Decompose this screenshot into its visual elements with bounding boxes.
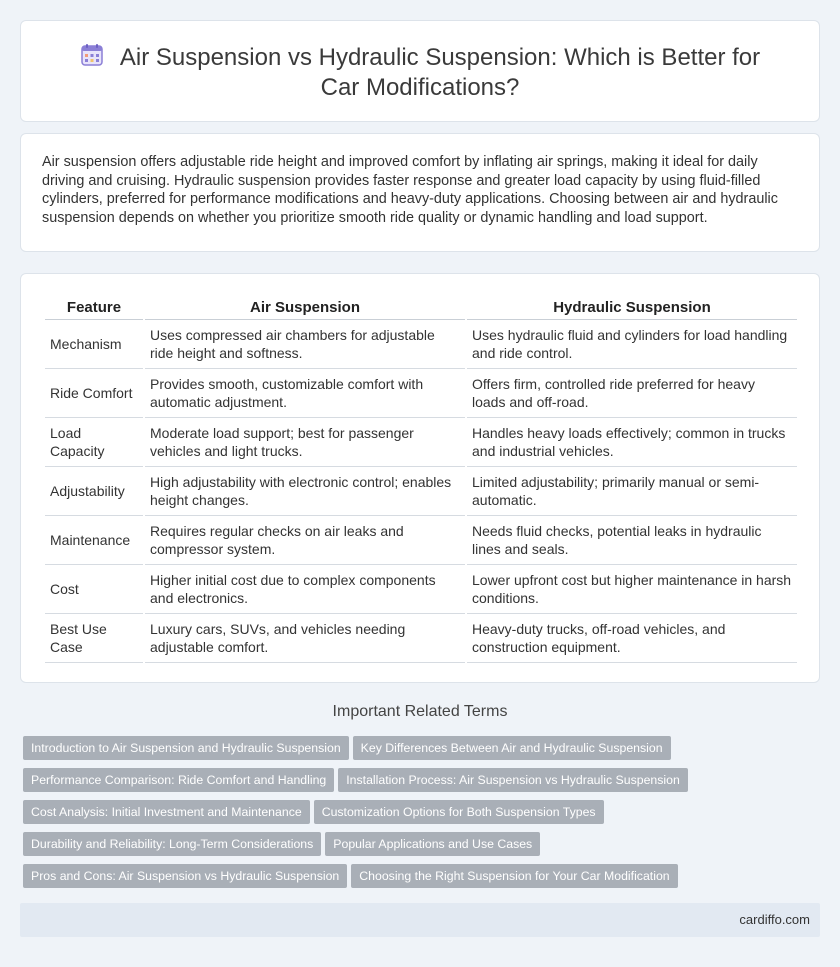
related-term-tag[interactable]: Choosing the Right Suspension for Your Car Modification	[351, 864, 677, 888]
tag-row	[23, 832, 803, 864]
comparison-table	[43, 296, 799, 663]
table-row	[45, 467, 797, 516]
table-row	[45, 516, 797, 565]
table-row	[45, 418, 797, 467]
footer-bar	[20, 903, 820, 937]
hydraulic-cell: Handles heavy loads effectively; common in trucks and industrial vehicles.	[467, 418, 797, 467]
title-card	[20, 20, 820, 122]
feature-cell: Ride Comfort	[45, 369, 143, 418]
feature-cell: Best Use Case	[45, 614, 143, 663]
related-term-tag[interactable]: Introduction to Air Suspension and Hydraulic Suspension	[23, 736, 349, 760]
related-term-tag[interactable]: Customization Options for Both Suspension Types	[314, 800, 604, 824]
table-row	[45, 320, 797, 369]
table-header-row	[45, 296, 797, 320]
hydraulic-cell: Offers firm, controlled ride preferred for heavy loads and off-road.	[467, 369, 797, 418]
related-term-tag[interactable]: Popular Applications and Use Cases	[325, 832, 540, 856]
page-title: Air Suspension vs Hydraulic Suspension: Which is Better for Car Modifications?	[119, 44, 761, 101]
feature-cell: Cost	[45, 565, 143, 614]
calendar-grid-icon	[80, 43, 104, 67]
tag-row	[23, 864, 803, 896]
feature-cell: Load Capacity	[45, 418, 143, 467]
feature-cell: Mechanism	[45, 320, 143, 369]
title-wrap	[61, 43, 779, 103]
table-row	[45, 369, 797, 418]
summary-text: Air suspension offers adjustable ride height and improved comfort by inflating air springs, making it ideal for daily driving and cruising. Hydraulic suspension provides faster response and greater load capacity by using fluid-filled cylinders, preferred for performance modifications and heavy-duty applications. Choosing between air and hydraulic suspension depends on whether you prioritize smooth ride quality or dynamic handling and load support.	[42, 154, 778, 226]
feature-cell: Maintenance	[45, 516, 143, 565]
air-cell: Uses compressed air chambers for adjustable ride height and softness.	[145, 320, 465, 369]
related-term-tag[interactable]: Cost Analysis: Initial Investment and Maintenance	[23, 800, 310, 824]
hydraulic-cell: Limited adjustability; primarily manual or semi-automatic.	[467, 467, 797, 516]
summary-card	[20, 133, 820, 252]
hydraulic-cell: Lower upfront cost but higher maintenance in harsh conditions.	[467, 565, 797, 614]
related-term-tag[interactable]: Installation Process: Air Suspension vs Hydraulic Suspension	[338, 768, 688, 792]
air-cell: Requires regular checks on air leaks and compressor system.	[145, 516, 465, 565]
hydraulic-cell: Needs fluid checks, potential leaks in hydraulic lines and seals.	[467, 516, 797, 565]
tag-row	[23, 800, 803, 832]
related-terms-tags	[23, 736, 803, 896]
air-cell: Moderate load support; best for passenger vehicles and light trucks.	[145, 418, 465, 467]
table-row	[45, 565, 797, 614]
tag-row	[23, 736, 803, 768]
tag-row	[23, 768, 803, 800]
air-cell: Provides smooth, customizable comfort with automatic adjustment.	[145, 369, 465, 418]
related-terms-title: Important Related Terms	[332, 703, 508, 720]
air-cell: Luxury cars, SUVs, and vehicles needing adjustable comfort.	[145, 614, 465, 663]
hydraulic-cell: Heavy-duty trucks, off-road vehicles, and construction equipment.	[467, 614, 797, 663]
hydraulic-cell: Uses hydraulic fluid and cylinders for load handling and ride control.	[467, 320, 797, 369]
header-feature: Feature	[45, 296, 143, 320]
air-cell: Higher initial cost due to complex components and electronics.	[145, 565, 465, 614]
related-term-tag[interactable]: Performance Comparison: Ride Comfort and Handling	[23, 768, 334, 792]
table-row	[45, 614, 797, 663]
header-hydraulic-suspension: Hydraulic Suspension	[467, 296, 797, 320]
related-term-tag[interactable]: Key Differences Between Air and Hydraulic Suspension	[353, 736, 671, 760]
air-cell: High adjustability with electronic control; enables height changes.	[145, 467, 465, 516]
related-term-tag[interactable]: Durability and Reliability: Long-Term Considerations	[23, 832, 321, 856]
comparison-table-card	[20, 273, 820, 683]
header-air-suspension: Air Suspension	[145, 296, 465, 320]
footer-site-link[interactable]: cardiffo.com	[739, 912, 810, 927]
related-term-tag[interactable]: Pros and Cons: Air Suspension vs Hydraulic Suspension	[23, 864, 347, 888]
feature-cell: Adjustability	[45, 467, 143, 516]
